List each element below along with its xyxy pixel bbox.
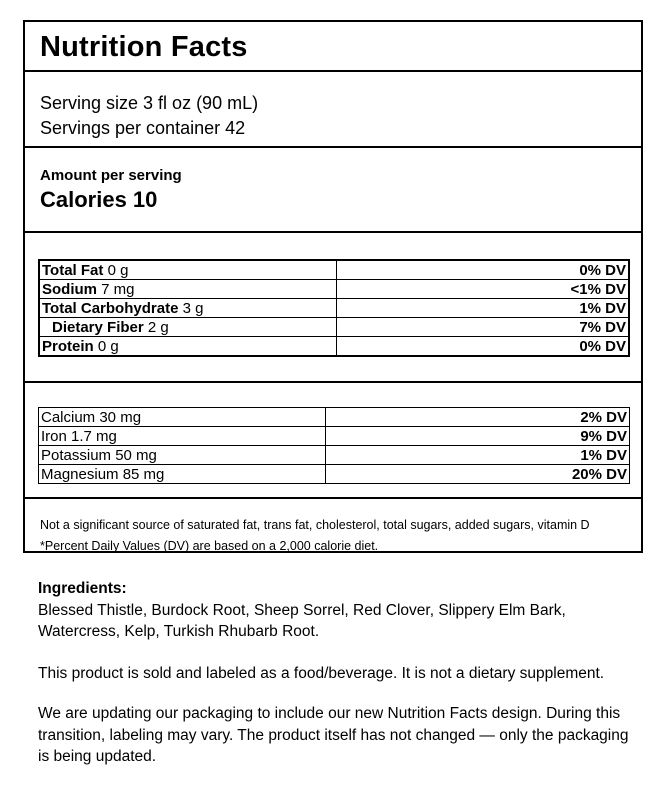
- nutrition-facts-label: [23, 20, 643, 553]
- table-row: [39, 260, 629, 280]
- nutrient-dv-cell: <1% DV: [337, 280, 630, 299]
- mineral-dv-cell: 20% DV: [326, 465, 630, 484]
- table-row: [39, 337, 629, 357]
- serving-size: Serving size 3 fl oz (90 mL): [40, 93, 259, 113]
- mineral-name-cell: Calcium 30 mg: [39, 408, 326, 427]
- nutrient-dv-cell: 1% DV: [337, 299, 630, 318]
- serving-section: [25, 72, 641, 148]
- minerals-section: [25, 383, 641, 499]
- nutrient-dv-cell: 0% DV: [337, 337, 630, 357]
- table-row: [39, 427, 630, 446]
- nutrients-table: [38, 259, 630, 357]
- calories-section: [25, 148, 641, 233]
- ingredients-heading: Ingredients:: [38, 580, 127, 597]
- packaging-note: We are updating our packaging to include our new Nutrition Facts design. During this transition, labeling may vary. The product itself has not changed — only the packaging is being updated.: [38, 705, 629, 765]
- table-row: [39, 318, 629, 337]
- label-title-section: [25, 22, 641, 72]
- mineral-dv-cell: 1% DV: [326, 446, 630, 465]
- amount-per-serving: Amount per serving: [40, 167, 182, 184]
- servings-per-container: Servings per container 42: [40, 118, 246, 138]
- table-row: [39, 408, 630, 427]
- table-row: [39, 299, 629, 318]
- minerals-table: [38, 407, 630, 484]
- ingredients-text: Blessed Thistle, Burdock Root, Sheep Sorrel, Red Clover, Slippery Elm Bark, Watercress, Kelp, Turkish Rhubarb Root.: [38, 601, 566, 640]
- mineral-dv-cell: 2% DV: [326, 408, 630, 427]
- calories: Calories 10: [40, 187, 158, 212]
- mineral-name-cell: Iron 1.7 mg: [39, 427, 326, 446]
- nutrient-name-cell: Dietary Fiber 2 g: [39, 318, 337, 337]
- food-beverage-notice: This product is sold and labeled as a food/beverage. It is not a dietary supplement.: [38, 664, 605, 682]
- not-significant-note: Not a significant source of saturated fat, trans fat, cholesterol, total sugars, added sugars, vitamin D: [40, 518, 590, 532]
- daily-value-note: *Percent Daily Values (DV) are based on a 2,000 calorie diet.: [40, 539, 379, 553]
- nutrient-name-cell: Total Carbohydrate 3 g: [39, 299, 337, 318]
- nutrient-name-cell: Protein 0 g: [39, 337, 337, 357]
- table-row: [39, 465, 630, 484]
- nutrients-section: [25, 233, 641, 383]
- table-row: [39, 446, 630, 465]
- nutrient-dv-cell: 0% DV: [337, 260, 630, 280]
- mineral-name-cell: Potassium 50 mg: [39, 446, 326, 465]
- nutrient-name-cell: Total Fat 0 g: [39, 260, 337, 280]
- nutrient-dv-cell: 7% DV: [337, 318, 630, 337]
- label-title: Nutrition Facts: [40, 31, 248, 63]
- product-info: [38, 578, 638, 768]
- table-row: [39, 280, 629, 299]
- nutrient-name-cell: Sodium 7 mg: [39, 280, 337, 299]
- mineral-name-cell: Magnesium 85 mg: [39, 465, 326, 484]
- mineral-dv-cell: 9% DV: [326, 427, 630, 446]
- footnotes-section: [25, 499, 641, 557]
